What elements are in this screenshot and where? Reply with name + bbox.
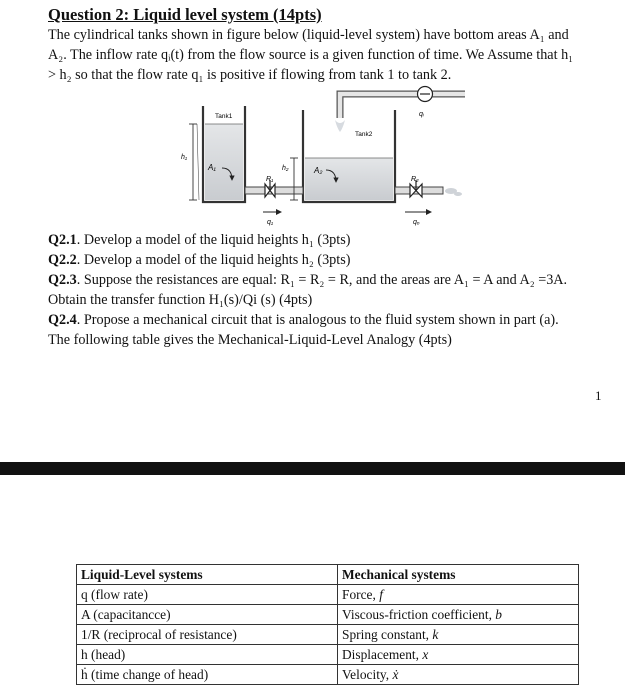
tank1 [203, 106, 245, 202]
mech-symbol: k [432, 626, 439, 642]
mech-symbol: b [495, 606, 502, 622]
page-divider [0, 462, 625, 475]
subquestion-text: . Develop a model of the liquid heights h₂ (3pts) [76, 252, 351, 268]
a2-label: A₂ [314, 166, 323, 175]
table-header: Liquid-Level systems [77, 565, 338, 585]
table-row [77, 585, 579, 605]
subquestion-text: . Suppose the resistances are equal: R₁ = R₂ = R, and the areas are A₁ = A and A₂ =3A. [76, 272, 568, 288]
table-header: Mechanical systems [338, 565, 579, 585]
subquestion [48, 270, 608, 290]
liquid-level-diagram [175, 84, 465, 232]
mech-symbol: f [379, 586, 383, 602]
pipe-r2 [395, 180, 462, 197]
table-cell: A (capacitancce) [77, 605, 338, 625]
mech-label: Force, [342, 586, 380, 602]
table-row [77, 645, 579, 665]
subquestion-text: . Propose a mechanical circuit that is analogous to the fluid system shown in part (a). [76, 312, 559, 328]
a1-label: A₁ [208, 163, 216, 172]
question-title: Question 2: Liquid level system (14pts) [48, 5, 322, 24]
analogy-table [76, 564, 579, 685]
subquestion-number: Q2.2 [48, 252, 77, 268]
r2-label: R₂ [411, 176, 419, 183]
subquestion [48, 230, 608, 250]
mech-label: Displacement, [342, 646, 423, 662]
subquestion-number: Q2.1 [48, 232, 77, 248]
subquestion-continuation: Obtain the transfer function H₁(s)/Qi (s) (4pts) [48, 292, 313, 308]
inflow-pipe [335, 87, 465, 133]
subquestion-number: Q2.3 [48, 272, 77, 288]
qi-label: qᵢ [419, 111, 424, 118]
intro-line: > h₂ so that the flow rate q₁ is positive if flowing from tank 1 to tank 2. [48, 67, 452, 83]
tank1-label: Tank1 [215, 113, 233, 120]
tank2-label: Tank2 [355, 131, 373, 138]
mech-label: Spring constant, [342, 626, 433, 642]
h1-dimension [189, 124, 199, 200]
table-header-row [77, 565, 579, 585]
mech-symbol: x [422, 646, 429, 662]
mech-label: Velocity, [342, 666, 393, 682]
table-cell: ḣ (time change of head) [77, 665, 338, 685]
table-cell [338, 645, 579, 665]
table-cell [338, 605, 579, 625]
table-cell: h (head) [77, 645, 338, 665]
table-cell [338, 625, 579, 645]
subquestion-list [48, 230, 608, 350]
table-row [77, 625, 579, 645]
table-cell: 1/R (reciprocal of resistance) [77, 625, 338, 645]
subquestion-text: . Develop a model of the liquid heights h₁ (3pts) [76, 232, 351, 248]
mech-label: Viscous-friction coefficient, [342, 606, 496, 622]
h1-label: h₁ [181, 154, 188, 161]
table-cell: q (flow rate) [77, 585, 338, 605]
question-intro [48, 25, 608, 85]
q1-label: q₁ [267, 219, 274, 226]
table-row [77, 605, 579, 625]
intro-line: A₂. The inflow rate qᵢ(t) from the flow source is a given function of time. We Assume that h₁ [48, 47, 574, 63]
r1-label: R₁ [266, 176, 274, 183]
page-number: 1 [595, 388, 602, 403]
table-cell [338, 585, 579, 605]
intro-line: The cylindrical tanks shown in figure below (liquid-level system) have bottom areas A₁ and [48, 27, 569, 43]
table-cell [338, 665, 579, 685]
tank2 [303, 110, 395, 202]
subquestion [48, 250, 608, 270]
subquestion-number: Q2.4 [48, 312, 77, 328]
mech-symbol: ẋ [392, 666, 399, 682]
subquestion-continuation: The following table gives the Mechanical-Liquid-Level Analogy (4pts) [48, 332, 452, 348]
table-row [77, 665, 579, 685]
h2-label: h₂ [282, 165, 289, 172]
qo-label: qₒ [413, 219, 420, 226]
subquestion [48, 310, 608, 330]
